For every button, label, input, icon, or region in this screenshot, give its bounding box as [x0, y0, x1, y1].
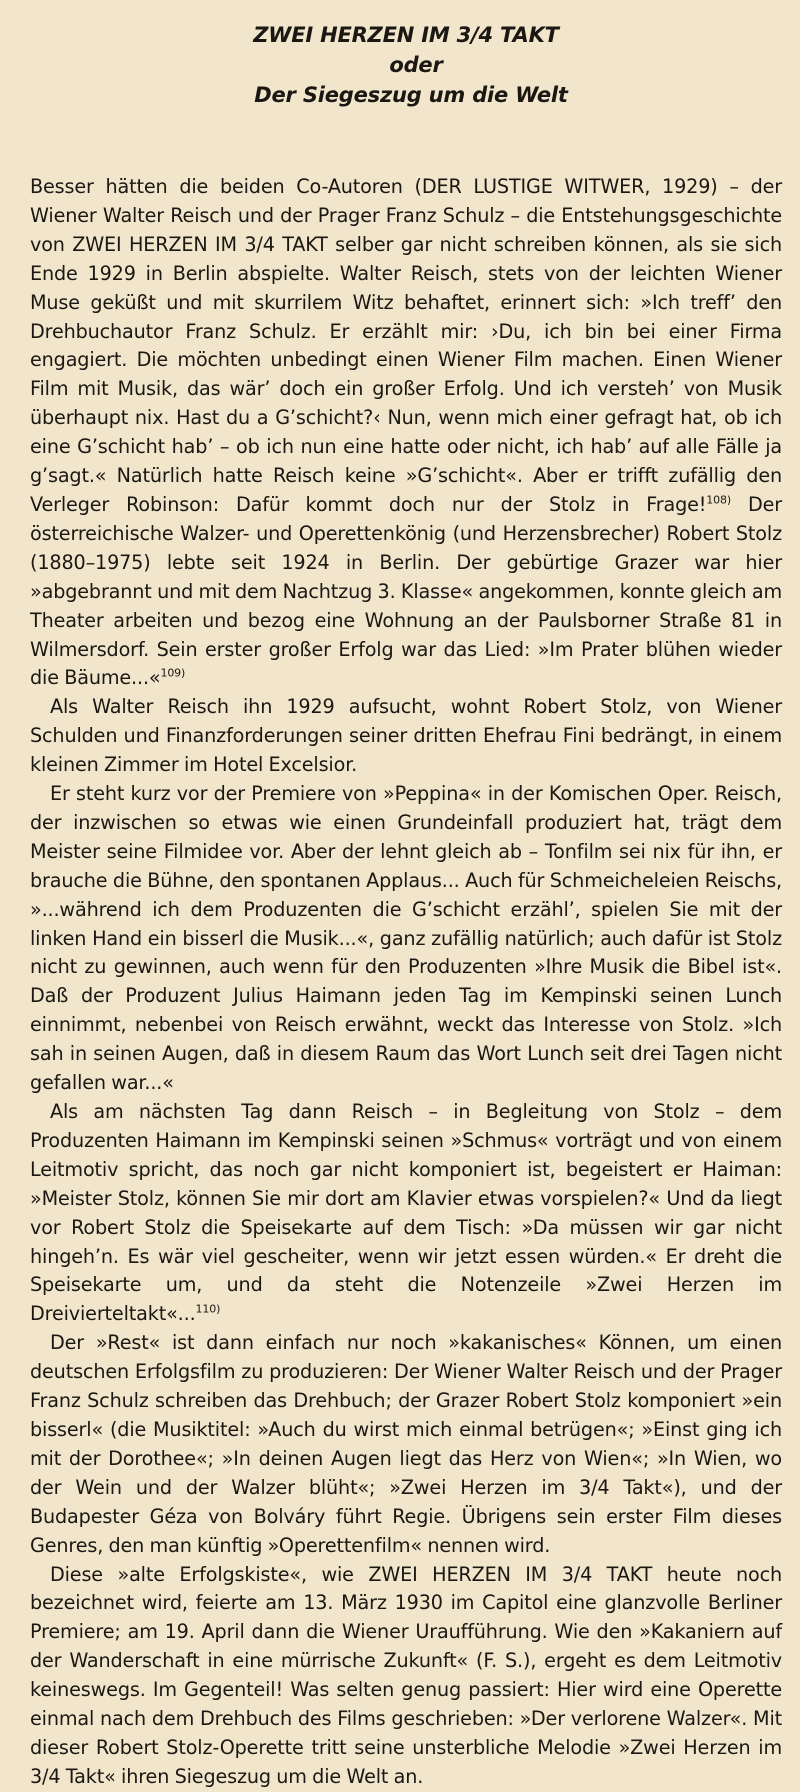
paragraph — [30, 693, 782, 780]
title-line-2: oder — [389, 53, 443, 77]
paragraph-text: Der »Rest« ist dann einfach nur noch »kakanisches« Können, um einen deutschen Erfolgsfilm zu produzieren: Der Wiener Walter Reisch und der Prager Franz Schulz schreiben das Drehbuch; der Grazer Robert Stolz komponiert »ein bisserl« (die Musiktitel: »Auch du wirst mich einmal betrügen«; »Einst ging ich mit der Dorothee«; »In deinen Augen liegt das Herz von Wien«; »In Wien, wo der Wein und der Walzer blüht«; »Zwei Herzen im 3/4 Takt«), und der Budapester Géza von Bolváry führt Regie. Übrigens sein erster Film dieses Genres, den man künftig »Operettenfilm« nennen wird. — [30, 1331, 782, 1557]
title-line-1: ZWEI HERZEN IM 3/4 TAKT — [253, 23, 559, 47]
paragraph-text: Als am nächsten Tag dann Reisch – in Begleitung von Stolz – dem Produzenten Haimann im Kempinski seinen »Schmus« vorträgt und von einem Leitmotiv spricht, das noch gar nicht komponiert ist, begeistert er Haiman: »Meister Stolz, können Sie mir dort am Klavier etwas vorspielen?« Und da liegt vor Robert Stolz die Speisekarte auf dem Tisch: »Da müssen wir gar nicht hingeh’n. Es wär viel gescheiter, wenn wir jetzt essen würden.« Er dreht die Speisekarte um, und da steht die Notenzeile »Zwei Herzen im Dreivierteltakt«... — [30, 1100, 782, 1326]
paragraph-text: Als Walter Reisch ihn 1929 aufsucht, wohnt Robert Stolz, von Wiener Schulden und Finanzforderungen seiner dritten Ehefrau Fini bedrängt, in einem kleinen Zimmer im Hotel Excelsior. — [30, 695, 782, 777]
footnote-ref: 110) — [195, 1302, 221, 1316]
paragraph — [30, 780, 782, 1098]
paragraph — [30, 1561, 782, 1792]
paragraph-text: Der österreichische Walzer- und Operettenkönig (und Herzensbrecher) Robert Stolz (1880–1975) lebte seit 1924 in Berlin. Der gebürtige Grazer war hier »abgebrannt und mit dem Nachtzug 3. Klasse« angekommen, konnte gleich am Theater arbeiten und bezog eine Wohnung an der Paulsborner Straße 81 in Wilmersdorf. Sein erster großer Erfolg war das Lied: »Im Prater blühen wieder die Bäume...« — [30, 492, 782, 690]
paragraph — [30, 173, 782, 693]
paragraph-text: Diese »alte Erfolgskiste«, wie ZWEI HERZEN IM 3/4 TAKT heute noch bezeichnet wird, feierte am 13. März 1930 im Capitol eine glanzvolle Berliner Premiere; am 19. April dann die Wiener Uraufführung. Wie den »Kakaniern auf der Wanderschaft in eine mürrische Zukunft« (F. S.), ergeht es dem Leitmotiv keineswegs. Im Gegenteil! Was selten genug passiert: Hier wird eine Operette einmal nach dem Drehbuch des Films geschrieben: »Der verlorene Walzer«. Mit dieser Robert Stolz-Operette tritt seine unsterbliche Melodie »Zwei Herzen im 3/4 Takt« ihren Siegeszug um die Welt an. — [30, 1562, 782, 1788]
chapter-title — [30, 20, 782, 110]
footnote-ref: 108) — [706, 493, 731, 507]
footnote-ref: 109) — [160, 667, 186, 681]
body-text — [30, 173, 782, 1792]
paragraph — [30, 1098, 782, 1329]
title-line-3: Der Siegeszug um die Welt — [254, 83, 568, 107]
paragraph-text: Er steht kurz vor der Premiere von »Peppina« in der Komischen Oper. Reisch, der inzwischen so etwas wie einen Grundeinfall produziert hat, trägt dem Meister seine Filmidee vor. Aber der lehnt gleich ab – Tonfilm sei nix für ihn, er brauche die Bühne, den spontanen Applaus... Auch für Schmeicheleien Reischs, »...während ich dem Produzenten die G’schicht erzähl’, spielen Sie mit der linken Hand ein bisserl die Musik...«, ganz zufällig natürlich; auch dafür ist Stolz nicht zu gewinnen, auch wenn für den Produzenten »Ihre Musik die Bibel ist«. Daß der Produzent Julius Haimann jeden Tag im Kempinski seinen Lunch einnimmt, nebenbei von Reisch erwähnt, weckt das Interesse von Stolz. »Ich sah in seinen Augen, daß in diesem Raum das Wort Lunch seit drei Tagen nicht gefallen war...« — [30, 782, 782, 1095]
paragraph-text: Besser hätten die beiden Co-Autoren (DER LUSTIGE WITWER, 1929) – der Wiener Walter Reisch und der Prager Franz Schulz – die Entstehungsgeschichte von ZWEI HERZEN IM 3/4 TAKT selber gar nicht schreiben können, als sie sich Ende 1929 in Berlin abspielte. Walter Reisch, stets von der leichten Wiener Muse geküßt und mit skurrilem Witz behaftet, erinnert sich: »Ich treff’ den Drehbuchautor Franz Schulz. Er erzählt mir: ›Du, ich bin bei einer Firma engagiert. Die möchten unbedingt einen Wiener Film machen. Einen Wiener Film mit Musik, das wär’ doch ein großer Erfolg. Und ich versteh’ von Musik überhaupt nix. Hast du a G’schicht?‹ Nun, wenn mich einer gefragt hat, ob ich eine G’schicht hab’ – ob ich nun eine hatte oder nicht, ich hab’ auf alle Fälle ja g’sagt.« Natürlich hatte Reisch keine »G’schicht«. Aber er trifft zufällig den Verleger Robinson: Dafür kommt doch nur der Stolz in Frage! — [30, 175, 782, 516]
paragraph — [30, 1329, 782, 1560]
